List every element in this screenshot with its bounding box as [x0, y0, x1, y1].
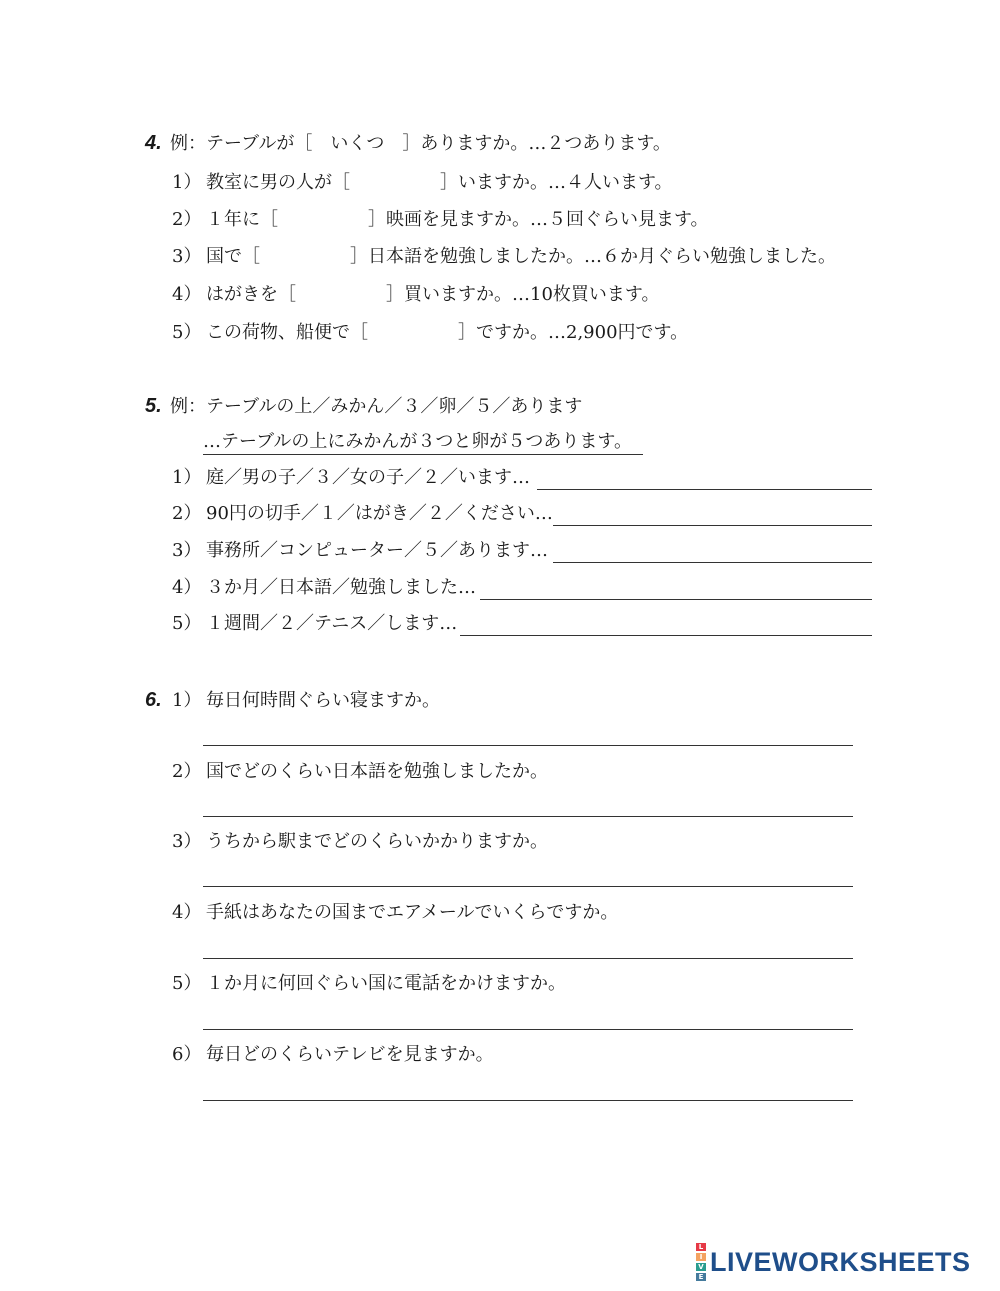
question-text: １年に［ ］映画を見ますか。…５回ぐらい見ます。 [206, 209, 709, 230]
logo-mark-letter: L [696, 1243, 706, 1251]
answer-line [203, 886, 853, 887]
section-6-item-3 [172, 830, 548, 854]
question-text: 国で［ ］日本語を勉強しましたか。…６か月ぐらい勉強しました。 [206, 246, 836, 267]
answer-input-6-2[interactable] [206, 792, 854, 816]
item-number: 2） [172, 503, 202, 524]
answer-input-5-2[interactable] [556, 502, 874, 526]
answer-line [203, 958, 853, 959]
section-6-number: 6. [145, 689, 162, 711]
question-text: うちから駅までどのくらいかかりますか。 [206, 831, 548, 852]
answer-input-6-1[interactable] [206, 721, 854, 745]
question-text: 毎日どのくらいテレビを見ますか。 [206, 1044, 494, 1065]
answer-line [203, 1100, 853, 1101]
item-number: 6） [172, 1044, 202, 1065]
section-4-item-2 [172, 208, 709, 232]
item-number: 4） [172, 284, 202, 305]
answer-input-6-6[interactable] [206, 1076, 854, 1100]
item-number: 4） [172, 577, 202, 598]
item-number: 1） [172, 690, 202, 711]
logo-text: LIVEWORKSHEETS [710, 1246, 971, 1277]
section-4-item-4 [172, 283, 659, 307]
item-number: 2） [172, 209, 202, 230]
answer-line [203, 745, 853, 746]
logo-mark-icon [696, 1242, 706, 1282]
section-6-item-5 [172, 972, 566, 996]
section-5-number: 5. [145, 395, 162, 417]
section-5-item-2 [172, 502, 553, 526]
item-number: 3） [172, 540, 202, 561]
item-number: 5） [172, 613, 202, 634]
answer-input-6-4[interactable] [206, 934, 854, 958]
answer-input-4-3[interactable] [262, 245, 356, 269]
section-6-item-4 [172, 901, 618, 925]
section-5-item-3 [172, 539, 548, 563]
item-number: 1） [172, 467, 202, 488]
item-number: 1） [172, 172, 202, 193]
answer-input-5-5[interactable] [464, 612, 874, 636]
section-5-example-answer: …テーブルの上にみかんが３つと卵が５つあります。 [203, 431, 632, 452]
answer-input-6-3[interactable] [206, 862, 854, 886]
question-text: 手紙はあなたの国までエアメールでいくらですか。 [206, 902, 619, 923]
section-5-item-1 [172, 466, 530, 490]
question-text: 90円の切手／１／はがき／２／ください… [206, 503, 553, 524]
answer-input-5-3[interactable] [556, 539, 874, 563]
answer-line [203, 816, 853, 817]
section-4-example: 例：テーブルが［ いくつ ］ありますか。…２つあります。 [170, 133, 671, 154]
answer-line [203, 1029, 853, 1030]
question-text: この荷物、船便で［ ］ですか。…2,900円です。 [206, 322, 689, 343]
question-text: 庭／男の子／３／女の子／２／います… [206, 467, 530, 488]
item-number: 4） [172, 902, 202, 923]
question-text: １週間／２／テニス／します… [206, 613, 458, 634]
question-text: 教室に男の人が［ ］いますか。…４人います。 [206, 172, 673, 193]
item-number: 3） [172, 246, 202, 267]
item-number: 3） [172, 831, 202, 852]
question-text: 事務所／コンピューター／５／あります… [206, 540, 548, 561]
section-6-item-2 [172, 760, 548, 784]
question-text: 国でどのくらい日本語を勉強しましたか。 [206, 761, 548, 782]
question-text: １か月に何回ぐらい国に電話をかけますか。 [206, 973, 566, 994]
answer-input-4-4[interactable] [298, 283, 392, 307]
logo-mark-letter: I [696, 1253, 706, 1261]
item-number: 5） [172, 322, 202, 343]
section-5-example: 例：テーブルの上／みかん／３／卵／５／あります [170, 396, 583, 417]
logo-mark-letter: V [696, 1263, 706, 1271]
question-text: 毎日何時間ぐらい寝ますか。 [206, 690, 440, 711]
answer-input-4-1[interactable] [352, 171, 446, 195]
logo-mark-letter: E [696, 1273, 706, 1281]
question-text: はがきを［ ］買いますか。…10枚買います。 [206, 284, 660, 305]
example-underline [203, 454, 643, 455]
item-number: 2） [172, 761, 202, 782]
section-6-item-6 [172, 1043, 494, 1067]
answer-input-5-4[interactable] [484, 576, 874, 600]
section-5-item-5 [172, 612, 457, 636]
liveworksheets-logo [696, 1245, 971, 1279]
section-4-number: 4. [145, 132, 162, 154]
answer-input-6-5[interactable] [206, 1005, 854, 1029]
section-5-item-4 [172, 576, 476, 600]
question-text: ３か月／日本語／勉強しました… [206, 577, 476, 598]
answer-input-5-1[interactable] [540, 466, 874, 490]
item-number: 5） [172, 973, 202, 994]
answer-input-4-2[interactable] [280, 208, 374, 232]
answer-input-4-5[interactable] [370, 321, 464, 345]
section-6-item-1 [172, 689, 440, 713]
